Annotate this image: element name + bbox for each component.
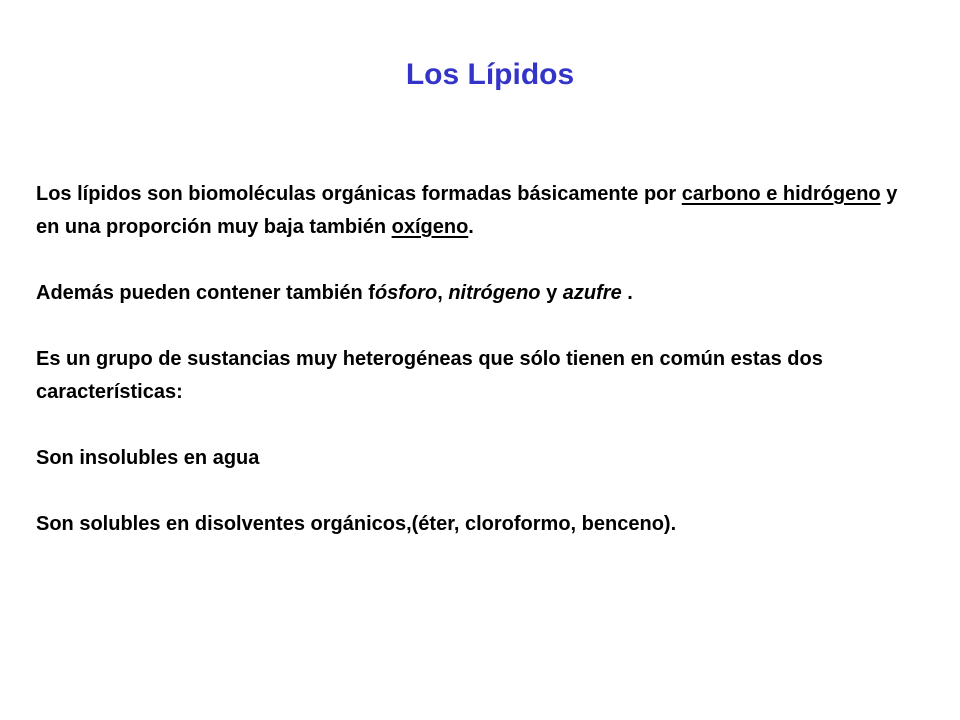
elements-text-2: , [437,282,449,304]
paragraph-definition [36,178,916,244]
elements-text-1: Además pueden contener también f [36,282,375,304]
slide-title: Los Lípidos [405,58,575,91]
definition-text-3: . [468,216,474,238]
slide-body [36,178,916,541]
paragraph-other-elements [36,277,916,310]
paragraph-insoluble: Son insolubles en agua [36,447,260,469]
term-fosforo: ósforo [374,282,438,304]
term-nitrogeno: nitrógeno [448,282,541,304]
term-carbono-hidrogeno: carbono e hidrógeno [681,183,881,205]
definition-text-2: y en una proporción muy baja también [36,183,898,238]
definition-text-1: Los lípidos son biomoléculas orgánicas formadas básicamente por [36,183,682,205]
elements-text-3: y [540,282,563,304]
paragraph-soluble: Son solubles en disolventes orgánicos,(éter, cloroformo, benceno). [36,513,677,535]
term-oxigeno: oxígeno [391,216,469,238]
paragraph-heterogeneous: Es un grupo de sustancias muy heterogéneas que sólo tienen en común estas dos características: [36,348,823,403]
elements-text-4: . [621,282,633,304]
term-azufre: azufre [562,282,622,304]
